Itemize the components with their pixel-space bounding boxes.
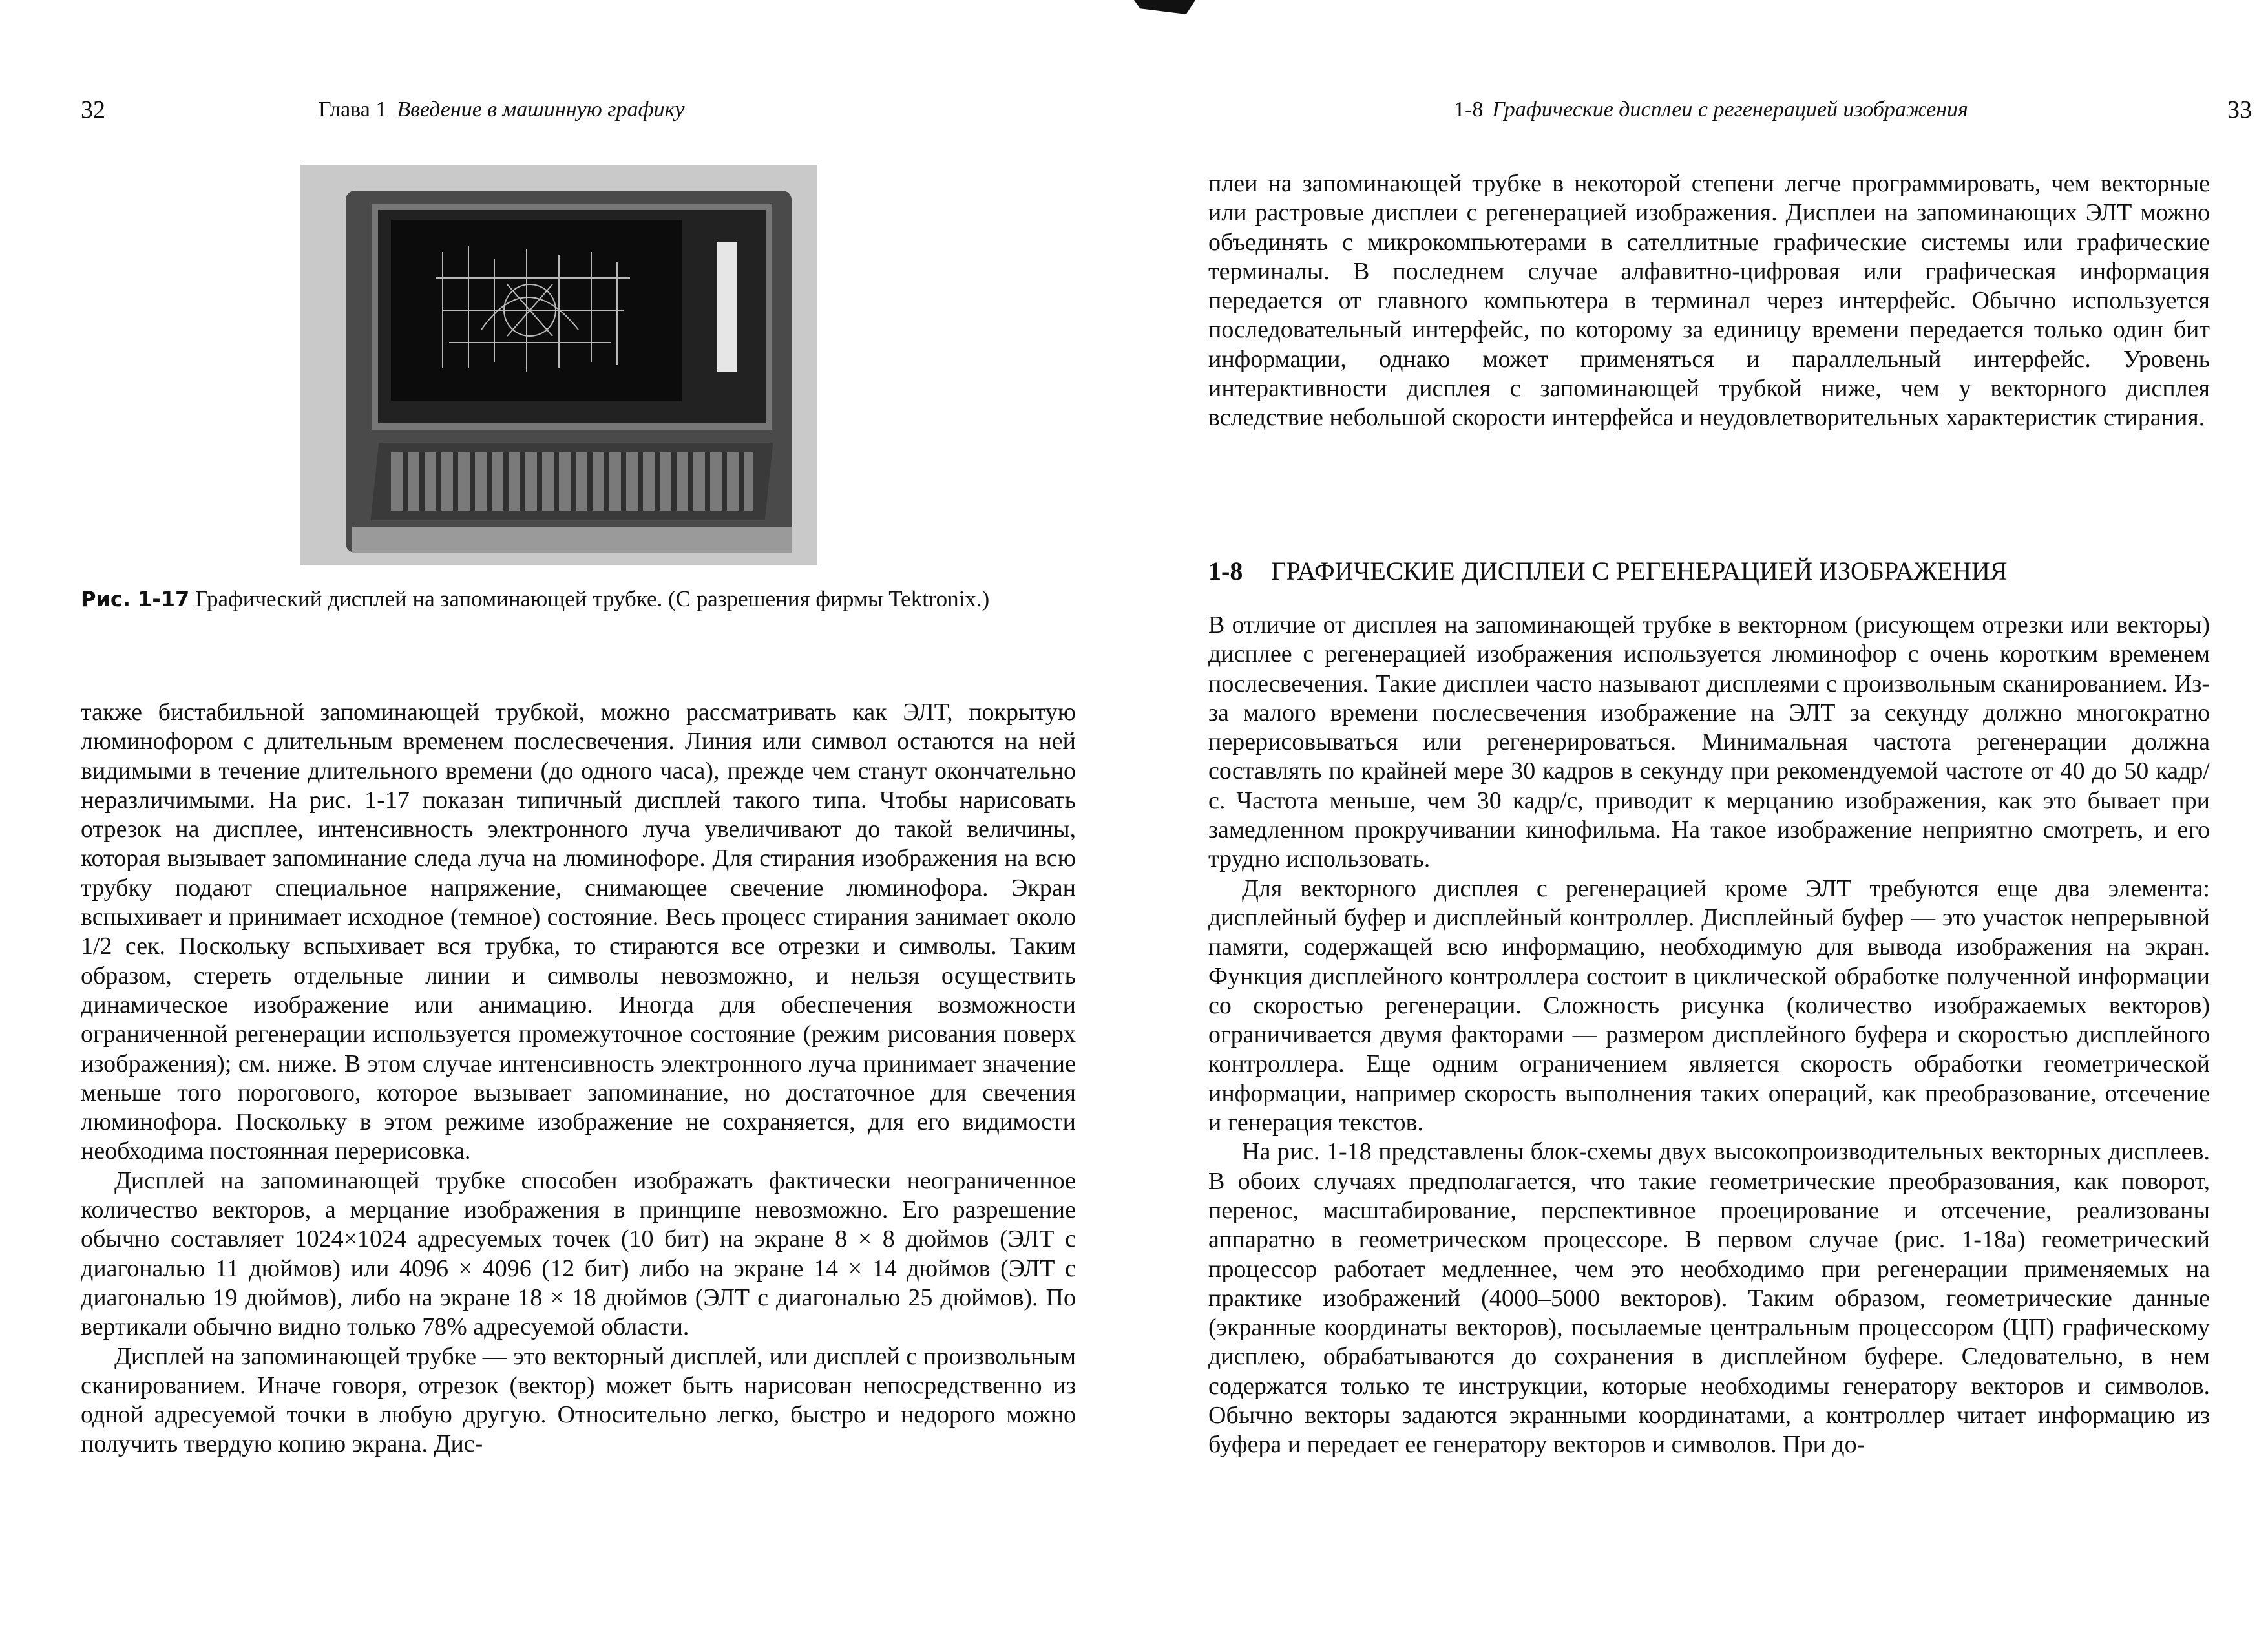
section-label: 1-8	[1454, 98, 1484, 121]
caption-text: Графический дисплей на запоминающей трубке. (С разрешения фирмы Tektronix.)	[194, 586, 990, 611]
left-page	[0, 0, 1124, 1648]
caption-label: Рис. 1-17	[81, 587, 190, 611]
paragraph: также бистабильной запоминающей трубкой, можно рассматривать как ЭЛТ, покрытую люминофором с длительным временем послесвечения. Линия или символ остаются на ней видимыми в течение длительного времени (до одного часа), прежде чем станут окончательно неразличимыми. На рис. 1-17 показан типичный дисплей такого типа. Чтобы нарисовать отрезок на дисплее, интенсивность электронного луча увеличивают до такой величины, которая вызывает запоминание следа луча на люминофоре. Для стирания изображения на всю трубку подают специальное напряжение, снимающее свечение люминофора. Экран вспыхивает и принимает исходное (темное) состояние. Весь процесс стирания занимает около 1/2 сек. Поскольку вспыхивает вся трубка, то стираются все отрезки и символы. Таким образом, стереть отдельные линии и символы невозможно, и нельзя осуществить динамическое изображение или анимацию. Иногда для обеспечения возможности ограниченной регенерации используется промежуточное состояние (режим рисования поверх изображения); см. ниже. В этом случае интенсивность электронного луча принимает значение меньше того порогового, которое вызывает запоминание, но достаточное для свечения люминофора. Поскольку в этом режиме изображение не сохраняется, для его видимости необходима постоянная перерисовка.	[81, 699, 1076, 1165]
section-title: ГРАФИЧЕСКИЕ ДИСПЛЕИ С РЕГЕНЕРАЦИЕЙ ИЗОБРАЖЕНИЯ	[1271, 556, 2008, 586]
left-running-head	[81, 90, 1082, 129]
section-running-title: Графические дисплеи с регенерацией изображения	[1492, 98, 1968, 121]
right-running-head	[1186, 90, 2252, 129]
section-number: 1-8	[1208, 556, 1243, 586]
left-body-text	[81, 698, 1076, 1459]
paragraph: Для векторного дисплея с регенерацией кроме ЭЛТ требуются еще два элемента: дисплейный буфер и дисплейный контроллер. Дисплейный буфер — это участок непрерывной памяти, содержащей всю информацию, необходимую для вывода изображения на экран. Функция дисплейного контроллера состоит в циклической обработке полученной информации со скоростью регенерации. Сложность рисунка (количество изображаемых векторов) ограничивается двумя факторами — размером дисплейного буфера и скоростью дисплейного контроллера. Еще одним ограничением является скорость обработки геометрической информации, например скорость выполнения таких операций, как преобразование, отсечение и генерация текстов.	[1208, 874, 2210, 1137]
page-number-left: 32	[81, 96, 105, 123]
page-number-right: 33	[2227, 96, 2252, 123]
chapter-title: Введение в машинную графику	[397, 98, 685, 121]
right-top-text	[1208, 169, 2210, 433]
figure-caption	[81, 585, 1076, 613]
paragraph: Дисплей на запоминающей трубке способен изображать фактически неограниченное количество векторов, а мерцание изображения в принципе невозможно. Его разрешение обычно составляет 1024×1024 адресуемых точек (10 бит) на экране 8 × 8 дюймов (ЭЛТ с диагональю 11 дюймов) или 4096 × 4096 (12 бит) либо на экране 14 × 14 дюймов (ЭЛТ с диагональю 19 дюймов), либо на экране 18 × 18 дюймов (ЭЛТ с диагональю 25 дюймов). По вертикали обычно видно только 78% адресуемой области.	[81, 1167, 1076, 1341]
paragraph: В отличие от дисплея на запоминающей трубке в векторном (рисующем отрезки или векторы) дисплее с регенерацией изображения используется люминофор с очень коротким временем послесвечения. Такие дисплеи часто называют дисплеями с произвольным сканированием. Из-за малого времени послесвечения изображение на ЭЛТ за секунду должно многократно перерисовываться или регенерироваться. Минимальная частота регенерации должна составлять по крайней мере 30 кадров в секунду при рекомендуемой частоте от 40 до 50 кадр/с. Частота меньше, чем 30 кадр/с, приводит к мерцанию изображения, как это бывает при замедленном прокручивании кинофильма. На такое изображение неприятно смотреть, и его трудно использовать.	[1208, 611, 2210, 873]
chapter-label: Глава 1	[319, 98, 387, 121]
right-page	[1137, 0, 2268, 1648]
storage-tube-display-photo	[300, 165, 817, 565]
paragraph: Дисплей на запоминающей трубке — это векторный дисплей, или дисплей с произвольным сканированием. Иначе говоря, отрезок (вектор) может быть нарисован непосредственно из одной адресуемой точки в любую другую. Относительно легко, быстро и недорого можно получить твердую копию экрана. Дис-	[81, 1342, 1076, 1458]
paragraph: На рис. 1-18 представлены блок-схемы двух высокопроизводительных векторных дисплеев. В обоих случаях предполагается, что такие геометрические преобразования, как поворот, перенос, масштабирование, перспективное проецирование и отсечение, реализованы аппаратно в геометрическом процессоре. В первом случае (рис. 1-18a) геометрический процессор работает медленнее, чем это необходимо при регенерации применяемых на практике изображений (4000–5000 векторов). Таким образом, геометрические данные (экранные координаты векторов), посылаемые центральным процессором (ЦП) графическому дисплею, обрабатываются до сохранения в дисплейном буфере. Следовательно, в нем содержатся только те инструкции, которые необходимы генератору векторов и символов. Обычно векторы задаются экранными координатами, а контроллер читает информацию из буфера и передает ее генератору векторов и символов. При до-	[1208, 1138, 2210, 1459]
section-heading	[1208, 556, 2216, 586]
right-body-text	[1208, 611, 2210, 1460]
paragraph: плеи на запоминающей трубке в некоторой степени легче программировать, чем векторные или растровые дисплеи с регенерацией изображения. Дисплеи на запоминающих ЭЛТ можно объединять с микрокомпьютерами в сателлитные графические системы или графические терминалы. В последнем случае алфавитно-цифровая или графическая информация передается от главного компьютера в терминал через интерфейс. Обычно используется последовательный интерфейс, по которому за единицу времени передается только один бит информации, однако может применяться и параллельный интерфейс. Уровень интерактивности дисплея с запоминающей трубкой ниже, чем у векторного дисплея вследствие небольшой скорости интерфейса и неудовлетворительных характеристик стирания.	[1208, 170, 2210, 432]
